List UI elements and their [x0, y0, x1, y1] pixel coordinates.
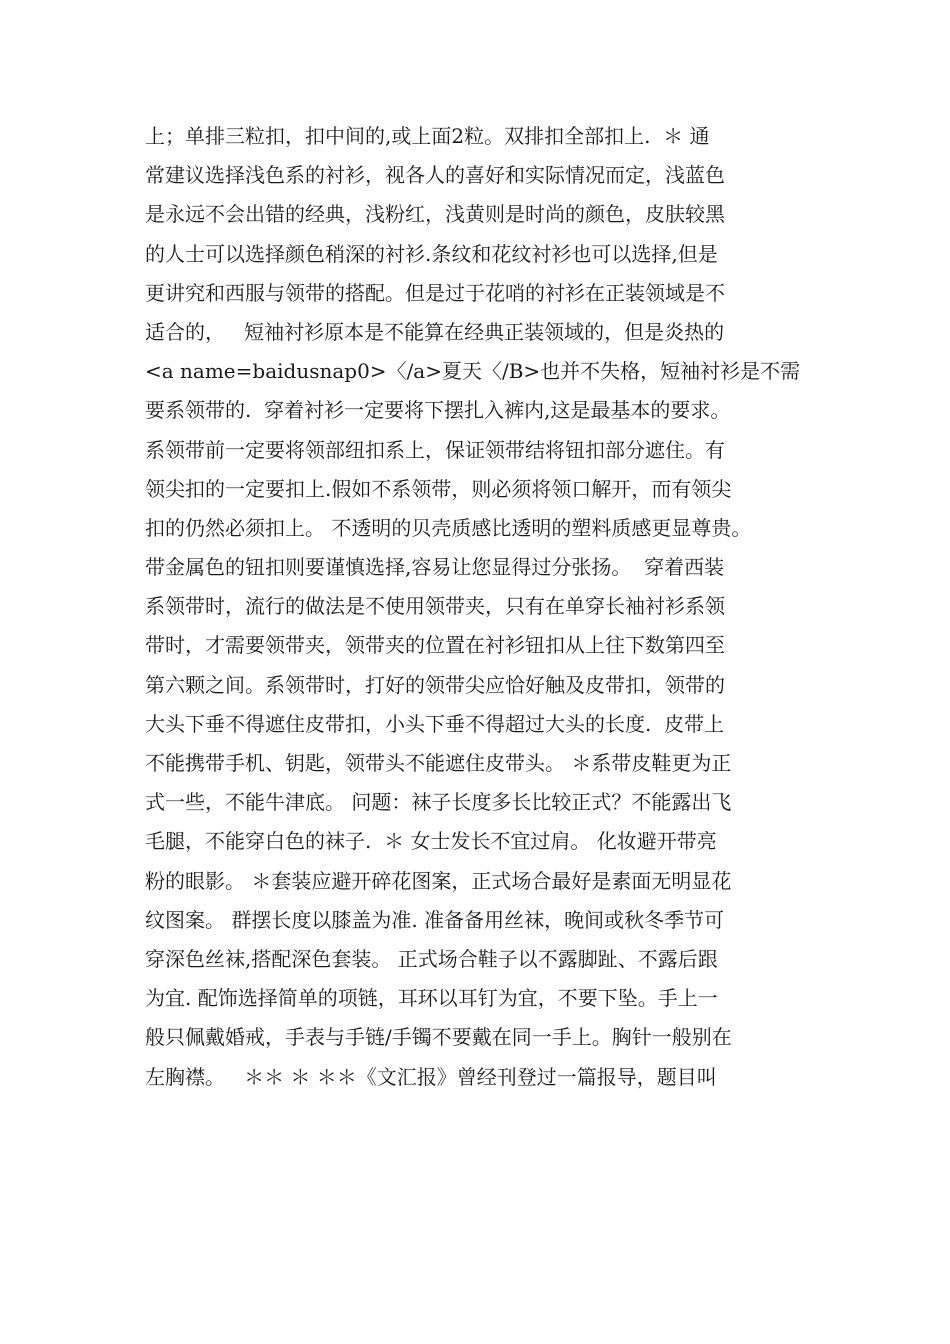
text-line: 带金属色的钮扣则要谨慎选择,容易让您显得过分张扬。 穿着西装 — [145, 555, 725, 580]
text-line: 为宜. 配饰选择简单的项链，耳环以耳钉为宜，不要下坠。手上一 — [145, 986, 718, 1011]
text-line: 系领带时，流行的做法是不使用领带夹，只有在单穿长袖衬衫系领 — [145, 594, 725, 619]
text-line: <a name=baidusnap0>〈/a>夏天〈/B>也并不失格，短袖衬衫是不需 — [145, 359, 801, 384]
text-line: 领尖扣的一定要扣上.假如不系领带，则必须将领口解开，而有领尖 — [145, 476, 732, 501]
text-line: 毛腿，不能穿白色的袜子. ＊ 女士发长不宜过肩。 化妆避开带亮 — [145, 829, 717, 854]
text-line: 带时，才需要领带夹，领带夹的位置在衬衫钮扣从上往下数第四至 — [145, 633, 725, 658]
text-line: 左胸襟。 ＊＊ ＊ ＊＊《文汇报》曾经刊登过一篇报导，题目叫 — [145, 1064, 717, 1089]
text-line: 是永远不会出错的经典，浅粉红，浅黄则是时尚的颜色，皮肤较黑 — [145, 202, 725, 227]
text-line: 般只佩戴婚戒，手表与手链/手镯不要戴在同一手上。胸针一般别在 — [145, 1025, 732, 1050]
text-line: 要系领带的. 穿着衬衫一定要将下摆扎入裤内,这是最基本的要求。 — [145, 398, 731, 423]
text-line: 系领带前一定要将领部纽扣系上，保证领带结将钮扣部分遮住。有 — [145, 437, 725, 462]
text-line: 不能携带手机、钥匙，领带头不能遮住皮带头。 ＊系带皮鞋更为正 — [145, 751, 732, 775]
text-line: 式一些，不能牛津底。 问题：袜子长度多长比较正式？不能露出飞 — [145, 790, 732, 815]
text-line: 常建议选择浅色系的衬衫，视各人的喜好和实际情况而定，浅蓝色 — [145, 163, 725, 188]
text-line: 扣的仍然必须扣上。 不透明的贝壳质感比透明的塑料质感更显尊贵。 — [145, 515, 752, 540]
text-line: 大头下垂不得遮住皮带扣，小头下垂不得超过大头的长度. 皮带上 — [145, 711, 725, 736]
text-line: 的人士可以选择颜色稍深的衬衫.条纹和花纹衬衫也可以选择,但是 — [145, 241, 718, 266]
text-line: 适合的， 短袖衬衫原本是不能算在经典正装领域的，但是炎热的 — [145, 319, 725, 344]
text-line: 上；单排三粒扣，扣中间的,或上面2粒。双排扣全部扣上. ＊ 通 — [145, 124, 710, 148]
body-text — [145, 117, 825, 1097]
text-line: 更讲究和西服与领带的搭配。但是过于花哨的衬衫在正装领域是不 — [145, 280, 725, 305]
text-line: 穿深色丝袜,搭配深色套装。 正式场合鞋子以不露脚趾、不露后跟 — [145, 946, 718, 971]
text-line: 第六颗之间。系领带时，打好的领带尖应恰好触及皮带扣，领带的 — [145, 672, 725, 697]
text-line: 粉的眼影。 ＊套装应避开碎花图案，正式场合最好是素面无明显花 — [145, 868, 732, 893]
text-line: 纹图案。 群摆长度以膝盖为准. 准备备用丝袜，晚间或秋冬季节可 — [145, 907, 725, 932]
